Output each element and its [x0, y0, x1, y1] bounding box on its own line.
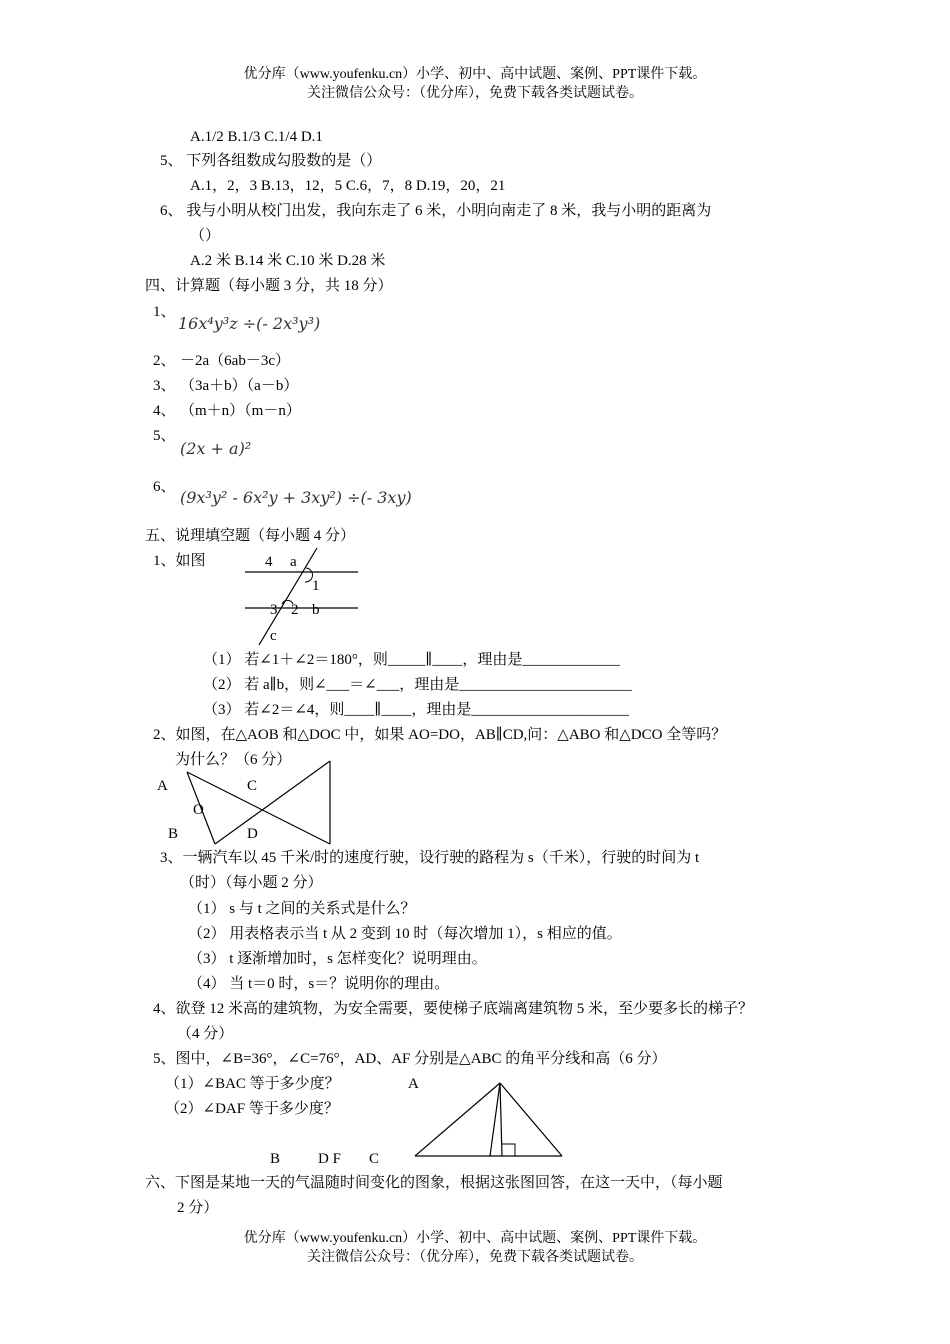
calc-4: 4、 — [153, 403, 176, 419]
calc-1-expr: 16x⁴y³z ÷(- 2x³y³) — [178, 314, 321, 333]
q5-options: A.1，2，3 B.13，12，5 C.6，7，8 D.19，20，21 — [190, 178, 506, 194]
footer-line-2: 关注微信公众号：（优分库），免费下载各类试题试卷。 — [307, 1250, 643, 1265]
p5-q4-line1: 4、欲登 12 米高的建筑物，为安全需要，要使梯子底端离建筑物 5 米，至少要多长的梯子？ — [153, 1001, 754, 1017]
p5-q1-sub2: （2） 若 a∥b，则∠___＝∠___，理由是_______________________ — [203, 677, 632, 693]
part6-line1: 六、下图是某地一天的气温随时间变化的图象，根据这张图回答，在这一天中，（每小题 — [145, 1175, 723, 1191]
calc-3-expr: （3a＋b）（a－b） — [180, 378, 299, 394]
header-line-1: 优分库（www.youfenku.cn）小学、初中、高中试题、案例、PPT课件下载。 — [243, 67, 707, 82]
label-DF: D F — [318, 1151, 341, 1167]
label-B: B — [270, 1151, 281, 1167]
calc-2-expr: －2a（6ab－3c） — [180, 353, 290, 369]
calc-4-expr: （m＋n）（m－n） — [180, 403, 301, 419]
p5-q3-line2: （时）（每小题 2 分） — [180, 875, 323, 891]
calc-6-expr: (9x³y² - 6x²y + 3xy²) ÷(- 3xy) — [180, 488, 412, 507]
q4-options: A.1/2 B.1/3 C.1/4 D.1 — [190, 129, 323, 145]
part4-title: 四、计算题（每小题 3 分，共 18 分） — [145, 278, 393, 294]
calc-5-expr: (2x + a)² — [180, 439, 252, 458]
label-D: D — [247, 826, 258, 842]
q6-stem: 6、 我与小明从校门出发，我向东走了 6 米，小明向南走了 8 米，我与小明的距离为 — [160, 203, 712, 219]
label-O: O — [193, 802, 204, 818]
p5-q5-line1: 5、图中，∠B=36°，∠C=76°，AD、AF 分别是△ABC 的角平分线和高（6 分） — [153, 1051, 667, 1067]
calc-3: 3、 — [153, 378, 176, 394]
calc-5: 5、 — [153, 428, 176, 444]
label-1: 1 — [312, 578, 320, 594]
p5-q5-sub1: （1）∠BAC 等于多少度？ — [165, 1076, 340, 1092]
p5-q3-sub1: （1） s 与 t 之间的关系式是什么？ — [188, 901, 416, 917]
p5-q1-sub3: （3） 若∠2＝∠4，则____∥____，理由是_____________________ — [203, 702, 629, 718]
side-AC — [500, 1083, 562, 1156]
label-b: b — [312, 602, 320, 618]
footer-line-1: 优分库（www.youfenku.cn）小学、初中、高中试题、案例、PPT课件下载。 — [243, 1231, 707, 1246]
p5-q2-line2: 为什么？（6 分） — [175, 752, 292, 768]
p5-q3-sub3: （3） t 逐渐增加时，s 怎样变化？说明理由。 — [188, 951, 487, 967]
p5-q1-label: 1、如图 — [153, 553, 206, 569]
q6-blank: （） — [190, 228, 221, 244]
p5-q5-sub2: （2）∠DAF 等于多少度？ — [165, 1101, 339, 1117]
label-C: C — [247, 778, 258, 794]
right-angle-mark — [502, 1144, 515, 1156]
label-C: C — [369, 1151, 380, 1167]
label-A: A — [408, 1076, 419, 1092]
part6-line2: 2 分） — [177, 1200, 219, 1216]
bisector-AD — [490, 1083, 500, 1156]
label-B: B — [168, 826, 179, 842]
label-a: a — [290, 554, 297, 570]
q5-stem: 5、 下列各组数成勾股数的是（） — [160, 153, 382, 169]
header-line-2: 关注微信公众号：（优分库），免费下载各类试题试卷。 — [307, 86, 643, 101]
calc-1-num: 1、 — [153, 304, 176, 320]
label-2: 2 — [291, 602, 299, 618]
p5-q2-line1: 2、如图，在△AOB 和△DOC 中，如果 AO=DO，AB∥CD,问：△ABO 和△DCO 全等吗？ — [153, 727, 727, 743]
p5-q1-sub1: （1） 若∠1＋∠2＝180°，则_____∥____，理由是_____________ — [203, 652, 620, 668]
part5-title: 五、说理填空题（每小题 4 分） — [145, 528, 356, 544]
label-A: A — [157, 778, 168, 794]
calc-6: 6、 — [153, 479, 176, 495]
label-c: c — [270, 628, 277, 644]
q6-options: A.2 米 B.14 米 C.10 米 D.28 米 — [190, 253, 386, 269]
label-4: 4 — [265, 554, 273, 570]
p5-q3-sub2: （2） 用表格表示当 t 从 2 变到 10 时（每次增加 1），s 相应的值。 — [188, 926, 622, 942]
label-3: 3 — [270, 602, 278, 618]
p5-q3-sub4: （4） 当 t＝0 时，s＝？说明你的理由。 — [188, 976, 450, 992]
side-AB — [415, 1083, 500, 1156]
calc-2: 2、 — [153, 353, 176, 369]
altitude-AF — [500, 1083, 502, 1156]
p5-q3-line1: 3、一辆汽车以 45 千米/时的速度行驶，设行驶的路程为 s（千米），行驶的时间为 t — [160, 850, 700, 866]
p5-q4-line2: （4 分） — [177, 1026, 234, 1042]
